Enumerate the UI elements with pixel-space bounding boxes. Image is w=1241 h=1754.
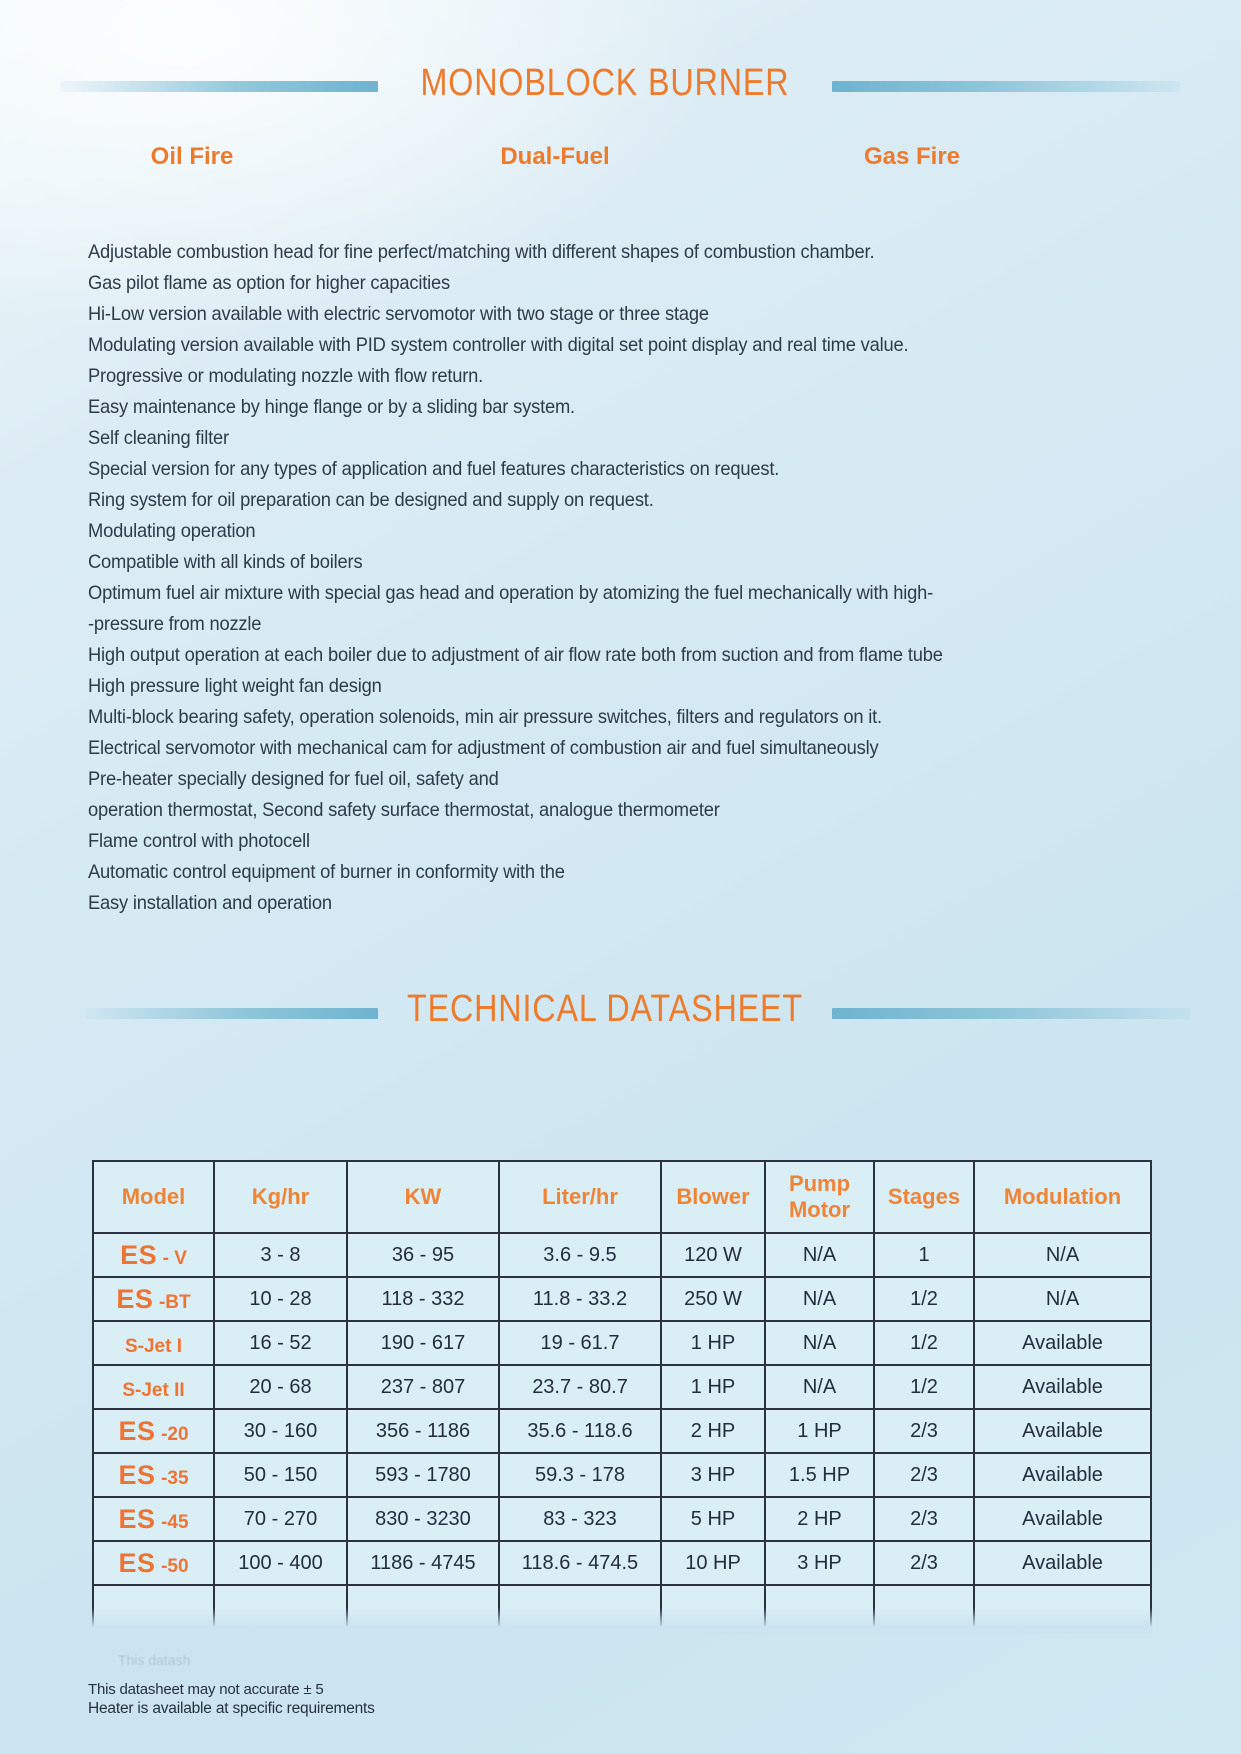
liter-hr-cell: 23.7 - 80.7 bbox=[499, 1365, 661, 1409]
table-header-cell: KW bbox=[347, 1161, 499, 1233]
model-name-prefix: ES bbox=[116, 1283, 154, 1314]
fuel-type-row bbox=[0, 143, 1241, 177]
kw-cell: 830 - 3230 bbox=[347, 1497, 499, 1541]
modulation-cell: Available bbox=[974, 1409, 1151, 1453]
feature-line: Flame control with photocell bbox=[88, 830, 310, 852]
liter-hr-cell: 11.8 - 33.2 bbox=[499, 1277, 661, 1321]
table-header-cell: Kg/hr bbox=[214, 1161, 347, 1233]
feature-line: Automatic control equipment of burner in conformity with the bbox=[88, 861, 565, 883]
stages-cell: 2/3 bbox=[874, 1541, 974, 1585]
kg-hr-cell: 30 - 160 bbox=[214, 1409, 347, 1453]
model-name-suffix: -45 bbox=[161, 1511, 189, 1533]
kw-cell: 593 - 1780 bbox=[347, 1453, 499, 1497]
feature-line: Adjustable combustion head for fine perfect/matching with different shapes of combustion chamber. bbox=[88, 241, 875, 263]
stages-cell: 1 bbox=[874, 1233, 974, 1277]
feature-line: Electrical servomotor with mechanical cam for adjustment of combustion air and fuel simultaneously bbox=[88, 737, 879, 759]
model-cell bbox=[93, 1453, 214, 1497]
feature-line: Modulating version available with PID system controller with digital set point display and real time value. bbox=[88, 334, 909, 356]
feature-line: High pressure light weight fan design bbox=[88, 675, 382, 697]
table-header-cell: Modulation bbox=[974, 1161, 1151, 1233]
stages-cell: 2/3 bbox=[874, 1497, 974, 1541]
pump-motor-cell: 2 HP bbox=[765, 1497, 874, 1541]
title-bar-right bbox=[832, 81, 1180, 92]
stages-cell: 2/3 bbox=[874, 1453, 974, 1497]
table-row bbox=[93, 1365, 1151, 1409]
modulation-cell: N/A bbox=[974, 1277, 1151, 1321]
datasheet-bar-right bbox=[832, 1008, 1190, 1019]
liter-hr-cell: 118.6 - 474.5 bbox=[499, 1541, 661, 1585]
model-cell bbox=[93, 1541, 214, 1585]
feature-line: Ring system for oil preparation can be designed and supply on request. bbox=[88, 489, 654, 511]
blower-cell: 1 HP bbox=[661, 1365, 765, 1409]
feature-line: High output operation at each boiler due to adjustment of air flow rate both from suction and from flame tube bbox=[88, 644, 943, 666]
blower-cell: 1 HP bbox=[661, 1321, 765, 1365]
model-cell bbox=[93, 1321, 214, 1365]
kw-cell: 36 - 95 bbox=[347, 1233, 499, 1277]
feature-line: -pressure from nozzle bbox=[88, 613, 262, 635]
feature-line: Multi-block bearing safety, operation solenoids, min air pressure switches, filters and regulators on it. bbox=[88, 706, 882, 728]
table-row bbox=[93, 1409, 1151, 1453]
kw-cell: 237 - 807 bbox=[347, 1365, 499, 1409]
table-header-cell: Blower bbox=[661, 1161, 765, 1233]
blower-cell: 10 HP bbox=[661, 1541, 765, 1585]
table-row bbox=[93, 1321, 1151, 1365]
table-fading-row bbox=[93, 1585, 1151, 1629]
blower-cell: 5 HP bbox=[661, 1497, 765, 1541]
footer-ghost-text: This datash bbox=[118, 1652, 191, 1668]
datasheet-section-title: TECHNICAL DATASHEET bbox=[406, 988, 804, 1030]
kg-hr-cell: 10 - 28 bbox=[214, 1277, 347, 1321]
feature-line: Compatible with all kinds of boilers bbox=[88, 551, 363, 573]
table-row bbox=[93, 1453, 1151, 1497]
table-row bbox=[93, 1277, 1151, 1321]
table-header-cell: Pump Motor bbox=[765, 1161, 874, 1233]
kw-cell: 356 - 1186 bbox=[347, 1409, 499, 1453]
feature-line: Self cleaning filter bbox=[88, 427, 229, 449]
table-row bbox=[93, 1233, 1151, 1277]
model-name-suffix: -BT bbox=[158, 1291, 191, 1313]
fuel-type-label: Gas Fire bbox=[863, 143, 961, 170]
blower-cell: 120 W bbox=[661, 1233, 765, 1277]
model-name-suffix: S-Jet I bbox=[124, 1335, 183, 1357]
model-name-prefix: ES bbox=[118, 1547, 156, 1578]
table-body bbox=[93, 1233, 1151, 1585]
table-header-cell: Model bbox=[93, 1161, 214, 1233]
technical-datasheet-table bbox=[92, 1160, 1150, 1630]
fuel-type-label: Dual-Fuel bbox=[500, 143, 610, 170]
modulation-cell: Available bbox=[974, 1497, 1151, 1541]
model-name-suffix: -50 bbox=[161, 1555, 189, 1577]
fuel-type-label: Oil Fire bbox=[150, 143, 234, 170]
model-cell bbox=[93, 1409, 214, 1453]
liter-hr-cell: 35.6 - 118.6 bbox=[499, 1409, 661, 1453]
stages-cell: 1/2 bbox=[874, 1321, 974, 1365]
kw-cell: 190 - 617 bbox=[347, 1321, 499, 1365]
pump-motor-cell: N/A bbox=[765, 1277, 874, 1321]
liter-hr-cell: 59.3 - 178 bbox=[499, 1453, 661, 1497]
feature-line: Hi-Low version available with electric servomotor with two stage or three stage bbox=[88, 303, 709, 325]
model-cell bbox=[93, 1497, 214, 1541]
feature-line: Progressive or modulating nozzle with flow return. bbox=[88, 365, 484, 387]
pump-motor-cell: N/A bbox=[765, 1365, 874, 1409]
model-cell bbox=[93, 1365, 214, 1409]
table-header-cell: Stages bbox=[874, 1161, 974, 1233]
table-header-cell: Liter/hr bbox=[499, 1161, 661, 1233]
liter-hr-cell: 19 - 61.7 bbox=[499, 1321, 661, 1365]
table-row bbox=[93, 1541, 1151, 1585]
feature-line: Easy maintenance by hinge flange or by a sliding bar system. bbox=[88, 396, 575, 418]
modulation-cell: Available bbox=[974, 1453, 1151, 1497]
kg-hr-cell: 50 - 150 bbox=[214, 1453, 347, 1497]
table-header-row bbox=[93, 1161, 1151, 1233]
kg-hr-cell: 70 - 270 bbox=[214, 1497, 347, 1541]
feature-line: Special version for any types of application and fuel features characteristics on request. bbox=[88, 458, 780, 480]
modulation-cell: Available bbox=[974, 1321, 1151, 1365]
liter-hr-cell: 3.6 - 9.5 bbox=[499, 1233, 661, 1277]
stages-cell: 1/2 bbox=[874, 1365, 974, 1409]
feature-line: Easy installation and operation bbox=[88, 892, 332, 914]
feature-line: Optimum fuel air mixture with special gas head and operation by atomizing the fuel mechanically with high- bbox=[88, 582, 934, 604]
title-bar-left bbox=[60, 81, 378, 92]
kw-cell: 1186 - 4745 bbox=[347, 1541, 499, 1585]
kw-cell: 118 - 332 bbox=[347, 1277, 499, 1321]
modulation-cell: Available bbox=[974, 1541, 1151, 1585]
feature-line: operation thermostat, Second safety surface thermostat, analogue thermometer bbox=[88, 799, 720, 821]
feature-line: Pre-heater specially designed for fuel oil, safety and bbox=[88, 768, 499, 790]
blower-cell: 2 HP bbox=[661, 1409, 765, 1453]
model-name-suffix: S-Jet II bbox=[122, 1379, 185, 1401]
model-name-prefix: ES bbox=[118, 1459, 156, 1490]
pump-motor-cell: N/A bbox=[765, 1233, 874, 1277]
model-name-prefix: ES bbox=[118, 1503, 156, 1534]
modulation-cell: N/A bbox=[974, 1233, 1151, 1277]
feature-line: Gas pilot flame as option for higher capacities bbox=[88, 272, 451, 294]
kg-hr-cell: 16 - 52 bbox=[214, 1321, 347, 1365]
pump-motor-cell: N/A bbox=[765, 1321, 874, 1365]
model-name-suffix: -20 bbox=[161, 1423, 189, 1445]
footer-heater-note: Heater is available at specific requirements bbox=[88, 1700, 375, 1717]
model-cell bbox=[93, 1277, 214, 1321]
stages-cell: 2/3 bbox=[874, 1409, 974, 1453]
kg-hr-cell: 100 - 400 bbox=[214, 1541, 347, 1585]
feature-list bbox=[88, 237, 1198, 919]
table-row bbox=[93, 1497, 1151, 1541]
footer-accuracy-note: This datasheet may not accurate ± 5 bbox=[88, 1681, 324, 1698]
model-name-suffix: - V bbox=[162, 1247, 187, 1269]
blower-cell: 250 W bbox=[661, 1277, 765, 1321]
pump-motor-cell: 1 HP bbox=[765, 1409, 874, 1453]
blower-cell: 3 HP bbox=[661, 1453, 765, 1497]
datasheet-bar-left bbox=[85, 1008, 378, 1019]
feature-line: Modulating operation bbox=[88, 520, 256, 542]
model-name-prefix: ES bbox=[120, 1239, 158, 1270]
pump-motor-cell: 3 HP bbox=[765, 1541, 874, 1585]
model-name-prefix: ES bbox=[118, 1415, 156, 1446]
model-cell bbox=[93, 1233, 214, 1277]
kg-hr-cell: 20 - 68 bbox=[214, 1365, 347, 1409]
page-title: MONOBLOCK BURNER bbox=[420, 62, 790, 104]
modulation-cell: Available bbox=[974, 1365, 1151, 1409]
pump-motor-cell: 1.5 HP bbox=[765, 1453, 874, 1497]
model-name-suffix: -35 bbox=[161, 1467, 189, 1489]
liter-hr-cell: 83 - 323 bbox=[499, 1497, 661, 1541]
stages-cell: 1/2 bbox=[874, 1277, 974, 1321]
kg-hr-cell: 3 - 8 bbox=[214, 1233, 347, 1277]
